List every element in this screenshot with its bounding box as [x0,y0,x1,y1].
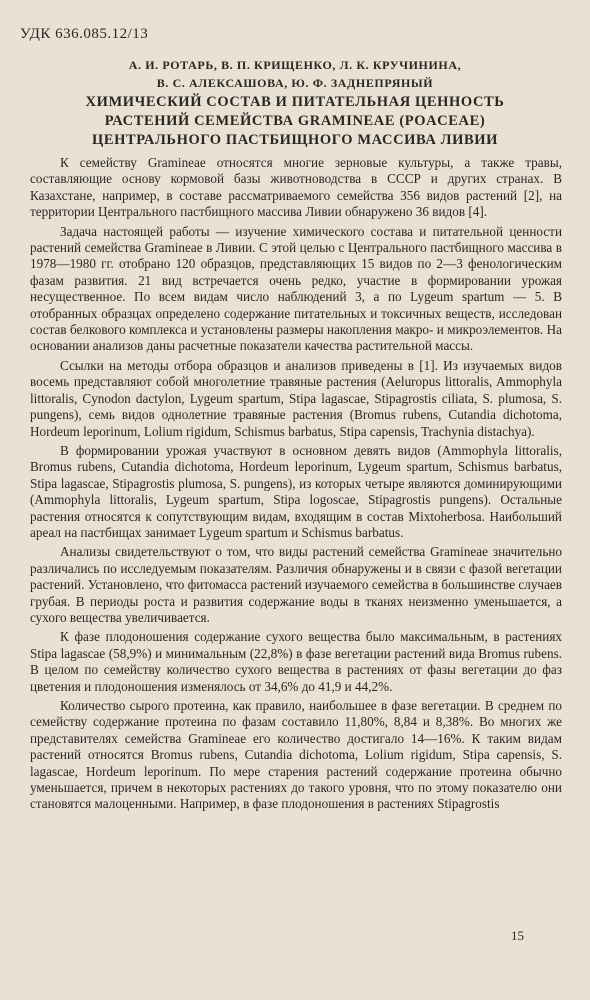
paragraph: Количество сырого протеина, как правило, наибольшее в фазе вегетации. В среднем по семейству содержание протеина по фазам составило 11,80%, 8,84 и 8,38%. Во многих же представителях семейства Gramineae его количество достигало 14—16%. К таким видам растений относятся Bromus rubens, Cutandia dichotoma, Lolium rigidum, Stipa capensis, S. lagascae, Hordeum leporinum. По мере старения растений содержание протеина обычно уменьшается, причем в некоторых растениях до такого уровня, что по этому показателю они становятся малоценными. Например, в фазе плодоношения в растениях Stipagrostis [30,698,562,812]
authors-line: А. И. РОТАРЬ, В. П. КРИЩЕНКО, Л. К. КРУЧИНИНА, [128,58,462,72]
paragraph: Задача настоящей работы — изучение химического состава и питательной ценности растений семейства Gramineae в Ливии. С этой целью с Центрального пастбищного массива в 1978—1980 гг. отобрано 120 образцов, представляющих 15 видов по 2—3 фенологическим фазам развития. 21 вид встречается очень редко, участие в формировании урожая несущественное. По всем видам число наблюдений 3, а по Lygeum spartum — 5. В отобранных образцах определено содержание питательных и токсичных веществ, исследован состав белкового комплекса и установлены размеры накопления макро- и микроэлементов. На основании анализов даны расчетные показатели качества растительной массы. [30,223,562,354]
authors-line: В. С. АЛЕКСАШОВА, Ю. Ф. ЗАДНЕПРЯНЫЙ [156,76,434,90]
udc-code: УДК 636.085.12/13 [20,26,149,42]
paragraph: К семейству Gramineae относятся многие зерновые культуры, а также травы, составляющие основу кормовой базы животноводства в СССР и других странах. В Казахстане, например, в составе рассматриваемого семейства 356 видов растений [2], на территории Центрального пастбищного массива Ливии обнаружено 36 видов [4]. [30,155,562,220]
title-line: ЦЕНТРАЛЬНОГО ПАСТБИЩНОГО МАССИВА ЛИВИИ [92,132,498,148]
page-number: 15 [511,928,524,943]
paragraph: К фазе плодоношения содержание сухого вещества было максимальным, в растениях Stipa lagascae (58,9%) и минимальным (22,8%) в фазе вегетации растений вида Bromus rubens. В целом по семейству количество сухого вещества в растениях от фазы вегетации до фаз цветения и плодоношения изменялось от 34,6% до 41,9 и 44,2%. [30,629,562,694]
article-body [30,155,562,816]
paragraph: Анализы свидетельствуют о том, что виды растений семейства Gramineae значительно различались по исследуемым показателям. Различия обнаружены и в связи с фазой вегетации растений. Установлено, что фитомасса растений изучаемого семейства в большинстве случаев грубая. В периоды роста и развития содержание воды в тканях неизменно уменьшается, а сухого вещества увеличивается. [30,544,562,625]
title-line: ХИМИЧЕСКИЙ СОСТАВ И ПИТАТЕЛЬНАЯ ЦЕННОСТЬ [85,94,505,110]
paragraph: В формировании урожая участвуют в основном девять видов (Ammophyla littoralis, Bromus rubens, Cutandia dichotoma, Hordeum leporinum, Lygeum spartum, Schismus barbatus, Stipa lagascae, Stipagrostis plumosa, S. pungens), из которых четыре являются доминирующими (Ammophyla littoralis, Lygeum spartum, Stipa logoscae, Stipagrostis pungens). Остальные растения относятся к сопутствующим видам, входящим в состав Mixtoherbosa. Наибольший ареал на пастбищах занимает Lygeum spartum и Schismus barbatus. [30,442,562,540]
title-line: РАСТЕНИЙ СЕМЕЙСТВА GRAMINEAE (POACEAE) [104,113,486,129]
article-title [30,93,560,150]
authors [30,56,560,92]
paragraph: Ссылки на методы отбора образцов и анализов приведены в [1]. Из изучаемых видов восемь представляют собой многолетние травяные растения (Aeluropus littoralis, Ammophyla littoralis, Cynodon dactylon, Lygeum spartum, Stipa lagascae, Stipagrostis ciliata, S. plumosa, S. pungens), семь видов однолетние травяные растения (Bromus rubens, Cutandia dichotoma, Hordeum leporinum, Lolium rigidum, Schismus barbatus, Stipa capensis, Trachynia distachya). [30,357,562,439]
